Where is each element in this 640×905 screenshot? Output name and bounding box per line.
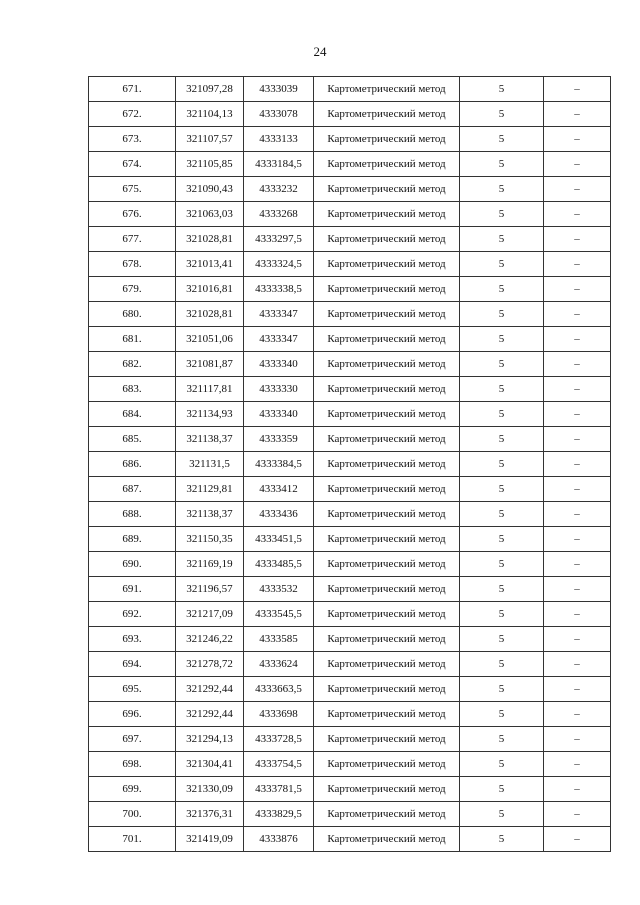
method-cell: Картометрический метод: [314, 552, 460, 577]
method-cell: Картометрический метод: [314, 102, 460, 127]
accuracy-cell: 5: [460, 652, 544, 677]
x-coordinate-cell: 321169,19: [176, 552, 244, 577]
method-cell: Картометрический метод: [314, 577, 460, 602]
note-cell: –: [544, 477, 611, 502]
note-cell: –: [544, 727, 611, 752]
note-cell: –: [544, 452, 611, 477]
accuracy-cell: 5: [460, 602, 544, 627]
point-number-cell: 679.: [89, 277, 176, 302]
method-cell: Картометрический метод: [314, 652, 460, 677]
coordinates-table: [88, 76, 611, 852]
note-cell: –: [544, 752, 611, 777]
y-coordinate-cell: 4333436: [244, 502, 314, 527]
table-row: [89, 102, 611, 127]
point-number-cell: 680.: [89, 302, 176, 327]
table-row: [89, 652, 611, 677]
method-cell: Картометрический метод: [314, 477, 460, 502]
accuracy-cell: 5: [460, 502, 544, 527]
note-cell: –: [544, 277, 611, 302]
point-number-cell: 689.: [89, 527, 176, 552]
point-number-cell: 686.: [89, 452, 176, 477]
x-coordinate-cell: 321129,81: [176, 477, 244, 502]
note-cell: –: [544, 252, 611, 277]
method-cell: Картометрический метод: [314, 527, 460, 552]
x-coordinate-cell: 321063,03: [176, 202, 244, 227]
x-coordinate-cell: 321330,09: [176, 777, 244, 802]
y-coordinate-cell: 4333624: [244, 652, 314, 677]
method-cell: Картометрический метод: [314, 677, 460, 702]
method-cell: Картометрический метод: [314, 302, 460, 327]
table-row: [89, 202, 611, 227]
point-number-cell: 676.: [89, 202, 176, 227]
y-coordinate-cell: 4333232: [244, 177, 314, 202]
note-cell: –: [544, 327, 611, 352]
method-cell: Картометрический метод: [314, 702, 460, 727]
table-row: [89, 477, 611, 502]
y-coordinate-cell: 4333876: [244, 827, 314, 852]
note-cell: –: [544, 577, 611, 602]
y-coordinate-cell: 4333347: [244, 327, 314, 352]
point-number-cell: 674.: [89, 152, 176, 177]
table-row: [89, 552, 611, 577]
point-number-cell: 683.: [89, 377, 176, 402]
x-coordinate-cell: 321217,09: [176, 602, 244, 627]
table-row: [89, 402, 611, 427]
y-coordinate-cell: 4333340: [244, 352, 314, 377]
note-cell: –: [544, 702, 611, 727]
y-coordinate-cell: 4333078: [244, 102, 314, 127]
table-row: [89, 452, 611, 477]
point-number-cell: 682.: [89, 352, 176, 377]
x-coordinate-cell: 321097,28: [176, 77, 244, 102]
note-cell: –: [544, 202, 611, 227]
point-number-cell: 677.: [89, 227, 176, 252]
accuracy-cell: 5: [460, 127, 544, 152]
point-number-cell: 701.: [89, 827, 176, 852]
accuracy-cell: 5: [460, 202, 544, 227]
x-coordinate-cell: 321150,35: [176, 527, 244, 552]
point-number-cell: 691.: [89, 577, 176, 602]
note-cell: –: [544, 677, 611, 702]
x-coordinate-cell: 321246,22: [176, 627, 244, 652]
table-row: [89, 427, 611, 452]
method-cell: Картометрический метод: [314, 77, 460, 102]
point-number-cell: 671.: [89, 77, 176, 102]
point-number-cell: 673.: [89, 127, 176, 152]
y-coordinate-cell: 4333728,5: [244, 727, 314, 752]
note-cell: –: [544, 227, 611, 252]
y-coordinate-cell: 4333338,5: [244, 277, 314, 302]
y-coordinate-cell: 4333359: [244, 427, 314, 452]
method-cell: Картометрический метод: [314, 402, 460, 427]
y-coordinate-cell: 4333412: [244, 477, 314, 502]
point-number-cell: 694.: [89, 652, 176, 677]
x-coordinate-cell: 321196,57: [176, 577, 244, 602]
note-cell: –: [544, 652, 611, 677]
method-cell: Картометрический метод: [314, 802, 460, 827]
x-coordinate-cell: 321051,06: [176, 327, 244, 352]
method-cell: Картометрический метод: [314, 327, 460, 352]
y-coordinate-cell: 4333268: [244, 202, 314, 227]
note-cell: –: [544, 602, 611, 627]
x-coordinate-cell: 321107,57: [176, 127, 244, 152]
y-coordinate-cell: 4333384,5: [244, 452, 314, 477]
accuracy-cell: 5: [460, 402, 544, 427]
method-cell: Картометрический метод: [314, 127, 460, 152]
point-number-cell: 688.: [89, 502, 176, 527]
method-cell: Картометрический метод: [314, 727, 460, 752]
note-cell: –: [544, 377, 611, 402]
note-cell: –: [544, 552, 611, 577]
coordinates-table-body: [89, 77, 611, 852]
point-number-cell: 684.: [89, 402, 176, 427]
accuracy-cell: 5: [460, 77, 544, 102]
method-cell: Картометрический метод: [314, 427, 460, 452]
y-coordinate-cell: 4333340: [244, 402, 314, 427]
accuracy-cell: 5: [460, 477, 544, 502]
point-number-cell: 695.: [89, 677, 176, 702]
accuracy-cell: 5: [460, 552, 544, 577]
accuracy-cell: 5: [460, 102, 544, 127]
accuracy-cell: 5: [460, 427, 544, 452]
x-coordinate-cell: 321419,09: [176, 827, 244, 852]
note-cell: –: [544, 152, 611, 177]
table-row: [89, 227, 611, 252]
table-row: [89, 177, 611, 202]
y-coordinate-cell: 4333532: [244, 577, 314, 602]
y-coordinate-cell: 4333133: [244, 127, 314, 152]
table-row: [89, 377, 611, 402]
note-cell: –: [544, 352, 611, 377]
x-coordinate-cell: 321016,81: [176, 277, 244, 302]
table-row: [89, 502, 611, 527]
y-coordinate-cell: 4333829,5: [244, 802, 314, 827]
x-coordinate-cell: 321304,41: [176, 752, 244, 777]
table-row: [89, 777, 611, 802]
point-number-cell: 672.: [89, 102, 176, 127]
accuracy-cell: 5: [460, 727, 544, 752]
accuracy-cell: 5: [460, 677, 544, 702]
x-coordinate-cell: 321104,13: [176, 102, 244, 127]
note-cell: –: [544, 827, 611, 852]
table-row: [89, 352, 611, 377]
table-row: [89, 127, 611, 152]
note-cell: –: [544, 502, 611, 527]
x-coordinate-cell: 321028,81: [176, 227, 244, 252]
x-coordinate-cell: 321138,37: [176, 502, 244, 527]
x-coordinate-cell: 321294,13: [176, 727, 244, 752]
method-cell: Картометрический метод: [314, 602, 460, 627]
point-number-cell: 697.: [89, 727, 176, 752]
note-cell: –: [544, 302, 611, 327]
accuracy-cell: 5: [460, 277, 544, 302]
table-row: [89, 577, 611, 602]
accuracy-cell: 5: [460, 377, 544, 402]
x-coordinate-cell: 321278,72: [176, 652, 244, 677]
point-number-cell: 687.: [89, 477, 176, 502]
method-cell: Картометрический метод: [314, 452, 460, 477]
table-row: [89, 602, 611, 627]
point-number-cell: 675.: [89, 177, 176, 202]
y-coordinate-cell: 4333781,5: [244, 777, 314, 802]
table-row: [89, 77, 611, 102]
y-coordinate-cell: 4333324,5: [244, 252, 314, 277]
accuracy-cell: 5: [460, 752, 544, 777]
x-coordinate-cell: 321090,43: [176, 177, 244, 202]
y-coordinate-cell: 4333451,5: [244, 527, 314, 552]
accuracy-cell: 5: [460, 327, 544, 352]
accuracy-cell: 5: [460, 352, 544, 377]
accuracy-cell: 5: [460, 802, 544, 827]
method-cell: Картометрический метод: [314, 252, 460, 277]
x-coordinate-cell: 321134,93: [176, 402, 244, 427]
point-number-cell: 678.: [89, 252, 176, 277]
point-number-cell: 692.: [89, 602, 176, 627]
x-coordinate-cell: 321013,41: [176, 252, 244, 277]
x-coordinate-cell: 321292,44: [176, 677, 244, 702]
table-row: [89, 677, 611, 702]
y-coordinate-cell: 4333297,5: [244, 227, 314, 252]
y-coordinate-cell: 4333663,5: [244, 677, 314, 702]
accuracy-cell: 5: [460, 577, 544, 602]
note-cell: –: [544, 127, 611, 152]
x-coordinate-cell: 321028,81: [176, 302, 244, 327]
note-cell: –: [544, 102, 611, 127]
method-cell: Картометрический метод: [314, 177, 460, 202]
note-cell: –: [544, 627, 611, 652]
y-coordinate-cell: 4333698: [244, 702, 314, 727]
accuracy-cell: 5: [460, 177, 544, 202]
y-coordinate-cell: 4333347: [244, 302, 314, 327]
accuracy-cell: 5: [460, 227, 544, 252]
table-row: [89, 727, 611, 752]
note-cell: –: [544, 177, 611, 202]
x-coordinate-cell: 321292,44: [176, 702, 244, 727]
accuracy-cell: 5: [460, 777, 544, 802]
table-row: [89, 702, 611, 727]
x-coordinate-cell: 321081,87: [176, 352, 244, 377]
point-number-cell: 685.: [89, 427, 176, 452]
point-number-cell: 700.: [89, 802, 176, 827]
table-row: [89, 327, 611, 352]
method-cell: Картометрический метод: [314, 502, 460, 527]
y-coordinate-cell: 4333585: [244, 627, 314, 652]
method-cell: Картометрический метод: [314, 827, 460, 852]
table-row: [89, 827, 611, 852]
accuracy-cell: 5: [460, 452, 544, 477]
table-row: [89, 527, 611, 552]
table-row: [89, 302, 611, 327]
note-cell: –: [544, 402, 611, 427]
x-coordinate-cell: 321376,31: [176, 802, 244, 827]
method-cell: Картометрический метод: [314, 152, 460, 177]
table-row: [89, 627, 611, 652]
method-cell: Картометрический метод: [314, 777, 460, 802]
y-coordinate-cell: 4333039: [244, 77, 314, 102]
accuracy-cell: 5: [460, 302, 544, 327]
point-number-cell: 696.: [89, 702, 176, 727]
y-coordinate-cell: 4333754,5: [244, 752, 314, 777]
y-coordinate-cell: 4333330: [244, 377, 314, 402]
note-cell: –: [544, 427, 611, 452]
table-row: [89, 152, 611, 177]
point-number-cell: 681.: [89, 327, 176, 352]
method-cell: Картометрический метод: [314, 277, 460, 302]
accuracy-cell: 5: [460, 627, 544, 652]
accuracy-cell: 5: [460, 527, 544, 552]
y-coordinate-cell: 4333485,5: [244, 552, 314, 577]
table-row: [89, 277, 611, 302]
table-row: [89, 752, 611, 777]
note-cell: –: [544, 527, 611, 552]
y-coordinate-cell: 4333545,5: [244, 602, 314, 627]
method-cell: Картометрический метод: [314, 752, 460, 777]
accuracy-cell: 5: [460, 152, 544, 177]
note-cell: –: [544, 777, 611, 802]
table-row: [89, 802, 611, 827]
point-number-cell: 698.: [89, 752, 176, 777]
accuracy-cell: 5: [460, 702, 544, 727]
accuracy-cell: 5: [460, 827, 544, 852]
x-coordinate-cell: 321138,37: [176, 427, 244, 452]
x-coordinate-cell: 321131,5: [176, 452, 244, 477]
point-number-cell: 699.: [89, 777, 176, 802]
y-coordinate-cell: 4333184,5: [244, 152, 314, 177]
x-coordinate-cell: 321105,85: [176, 152, 244, 177]
method-cell: Картометрический метод: [314, 352, 460, 377]
table-row: [89, 252, 611, 277]
method-cell: Картометрический метод: [314, 202, 460, 227]
point-number-cell: 693.: [89, 627, 176, 652]
method-cell: Картометрический метод: [314, 627, 460, 652]
note-cell: –: [544, 802, 611, 827]
point-number-cell: 690.: [89, 552, 176, 577]
page-number: 24: [313, 44, 327, 59]
note-cell: –: [544, 77, 611, 102]
method-cell: Картометрический метод: [314, 377, 460, 402]
method-cell: Картометрический метод: [314, 227, 460, 252]
x-coordinate-cell: 321117,81: [176, 377, 244, 402]
accuracy-cell: 5: [460, 252, 544, 277]
